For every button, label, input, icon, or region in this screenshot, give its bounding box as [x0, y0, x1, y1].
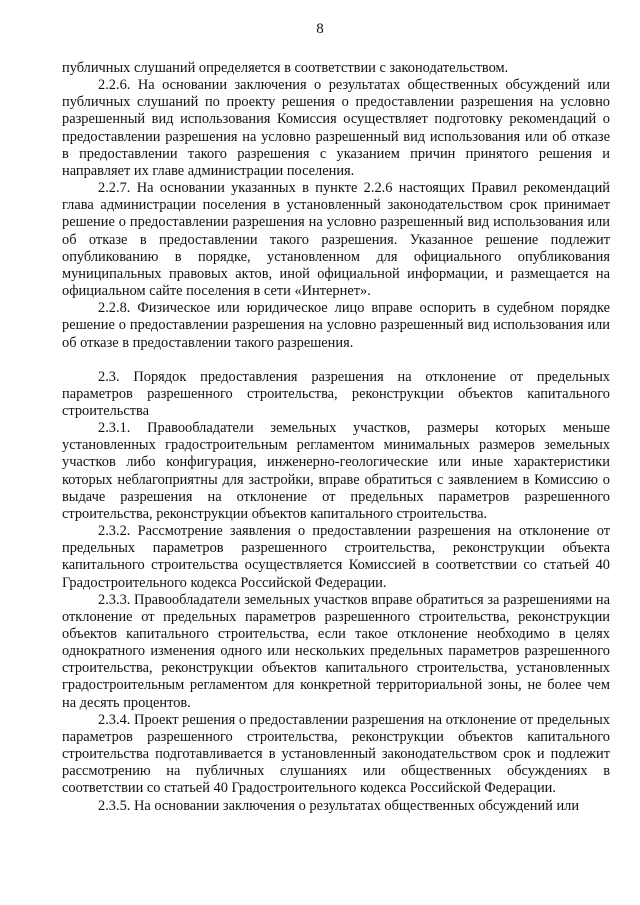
section-heading: 2.3. Порядок предоставления разрешения на отклонение от предельных параметров разрешенного строительства, реконструкции объектов капитального строительства [62, 368, 610, 419]
paragraph: 2.2.7. На основании указанных в пункте 2.2.6 настоящих Правил рекомендаций глава администрации поселения в установленный законодательством срок принимает решение о предоставлении разрешения на условно разрешенный вид использования или об отказе в предоставлении такого разрешения. Указанное решение подлежит опубликованию в порядке, установленном для официального опубликования муниципальных правовых актов, иной официальной информации, и размещается на официальном сайте поселения в сети «Интернет». [62, 180, 610, 300]
paragraph: публичных слушаний определяется в соответствии с законодательством. [62, 60, 509, 76]
paragraph: 2.3.1. Правообладатели земельных участков, размеры которых меньше установленных градостроительным регламентом минимальных размеров земельных участков либо конфигурация, инженерно-геологические или иные характеристики которых неблагоприятны для застройки, вправе обратиться с заявлением в Комиссию о выдаче разрешения на отклонение от предельных параметров разрешенного строительства, реконструкции объектов капитального строительства. [62, 420, 610, 522]
paragraph: 2.2.6. На основании заключения о результатах общественных обсуждений или публичных слушаний по проекту решения о предоставлении разрешения на условно разрешенный вид использования Комиссия осуществляет подготовку рекомендаций о предоставлении разрешения на условно разрешенный вид использования или об отказе в предоставлении такого разрешения с указанием причин принятого решения и направляет их главе администрации поселения. [62, 77, 610, 179]
page-number: 8 [316, 21, 324, 37]
paragraph: 2.3.2. Рассмотрение заявления о предоставлении разрешения на отклонение от предельных параметров разрешенного строительства, реконструкции объекта капитального строительства осуществляется Комиссией в соответствии со статьей 40 Градостроительного кодекса Российской Федерации. [62, 523, 610, 591]
paragraph: 2.3.3. Правообладатели земельных участков вправе обратиться за разрешениями на отклонение от предельных параметров разрешенного строительства, реконструкции объектов капитального строительства, если такое отклонение необходимо в целях однократного изменения одного или нескольких предельных параметров разрешенного строительства, реконструкции объектов капитального строительства, установленных градостроительным регламентом для конкретной территориальной зоны, не более чем на десять процентов. [62, 591, 610, 711]
document-body [62, 60, 610, 815]
paragraph: 2.3.5. На основании заключения о результатах общественных обсуждений или [98, 797, 580, 814]
paragraph: 2.3.4. Проект решения о предоставлении разрешения на отклонение от предельных параметров разрешенного строительства, реконструкции объектов капитального строительства подготавливается в установленный законодательством срок и подлежит рассмотрению на публичных слушаниях или общественных обсуждениях в соответствии со статьей 40 Градостроительного кодекса Российской Федерации. [62, 711, 610, 797]
paragraph: 2.2.8. Физическое или юридическое лицо вправе оспорить в судебном порядке решение о предоставлении разрешения на условно разрешенный вид использования или об отказе в предоставлении такого разрешения. [62, 300, 610, 351]
